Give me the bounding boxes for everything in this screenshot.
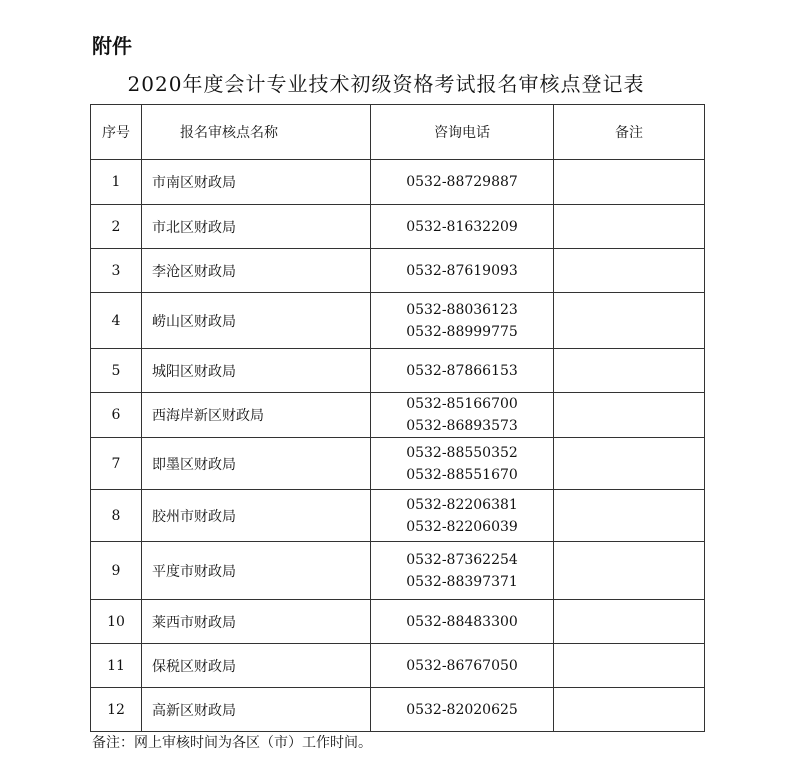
remark-cell bbox=[554, 293, 705, 349]
remark-cell bbox=[554, 688, 705, 732]
phone-number: 0532-85166700 bbox=[406, 396, 518, 412]
phone-cell bbox=[371, 438, 554, 490]
table-row bbox=[91, 160, 705, 205]
phone-number: 0532-82206039 bbox=[406, 518, 518, 535]
row-number: 7 bbox=[91, 438, 142, 490]
phone-number: 0532-87362254 bbox=[406, 551, 518, 568]
table-row bbox=[91, 688, 705, 732]
footnote: 备注：网上审核时间为各区（市）工作时间。 bbox=[92, 735, 372, 751]
table-row bbox=[91, 205, 705, 249]
phone-number: 0532-81632209 bbox=[406, 218, 518, 235]
remark-cell bbox=[554, 349, 705, 393]
row-number: 11 bbox=[91, 644, 142, 688]
phone-number: 0532-88397371 bbox=[406, 573, 518, 590]
row-number: 8 bbox=[91, 490, 142, 542]
remark-cell bbox=[554, 490, 705, 542]
remark-cell bbox=[554, 644, 705, 688]
registration-table bbox=[90, 104, 705, 732]
office-name: 市北区财政局 bbox=[142, 205, 371, 249]
office-name: 城阳区财政局 bbox=[142, 349, 371, 393]
row-number: 9 bbox=[91, 542, 142, 600]
table-row bbox=[91, 490, 705, 542]
phone-cell bbox=[371, 600, 554, 644]
column-header-no: 序号 bbox=[91, 105, 142, 160]
phone-cell bbox=[371, 205, 554, 249]
column-header-phone: 咨询电话 bbox=[371, 105, 554, 160]
office-name: 胶州市财政局 bbox=[142, 490, 371, 542]
phone-number: 0532-87866153 bbox=[406, 362, 518, 379]
office-name: 莱西市财政局 bbox=[142, 600, 371, 644]
column-header-name: 报名审核点名称 bbox=[142, 105, 371, 160]
phone-number: 0532-86893573 bbox=[406, 418, 518, 434]
phone-cell bbox=[371, 688, 554, 732]
row-number: 10 bbox=[91, 600, 142, 644]
phone-cell bbox=[371, 293, 554, 349]
table-row bbox=[91, 293, 705, 349]
row-number: 6 bbox=[91, 393, 142, 438]
office-name: 崂山区财政局 bbox=[142, 293, 371, 349]
phone-cell bbox=[371, 490, 554, 542]
phone-cell bbox=[371, 644, 554, 688]
table-header-row bbox=[91, 105, 705, 160]
phone-number: 0532-82206381 bbox=[406, 496, 518, 513]
row-number: 12 bbox=[91, 688, 142, 732]
phone-number: 0532-86767050 bbox=[406, 657, 518, 674]
row-number: 4 bbox=[91, 293, 142, 349]
table-row bbox=[91, 349, 705, 393]
phone-cell bbox=[371, 249, 554, 293]
table-row bbox=[91, 644, 705, 688]
row-number: 1 bbox=[91, 160, 142, 205]
phone-number: 0532-88483300 bbox=[406, 613, 518, 630]
office-name: 平度市财政局 bbox=[142, 542, 371, 600]
office-name: 高新区财政局 bbox=[142, 688, 371, 732]
attachment-label: 附件 bbox=[92, 34, 132, 58]
remark-cell bbox=[554, 600, 705, 644]
column-header-remark: 备注 bbox=[554, 105, 705, 160]
table-body bbox=[91, 160, 705, 732]
phone-number: 0532-88729887 bbox=[406, 174, 518, 190]
phone-cell bbox=[371, 393, 554, 438]
phone-cell bbox=[371, 160, 554, 205]
remark-cell bbox=[554, 205, 705, 249]
phone-number: 0532-88551670 bbox=[406, 466, 518, 483]
remark-cell bbox=[554, 438, 705, 490]
office-name: 西海岸新区财政局 bbox=[142, 393, 371, 438]
remark-cell bbox=[554, 249, 705, 293]
phone-number: 0532-87619093 bbox=[406, 262, 518, 279]
remark-cell bbox=[554, 393, 705, 438]
remark-cell bbox=[554, 160, 705, 205]
row-number: 5 bbox=[91, 349, 142, 393]
table-row bbox=[91, 249, 705, 293]
office-name: 即墨区财政局 bbox=[142, 438, 371, 490]
remark-cell bbox=[554, 542, 705, 600]
table-row bbox=[91, 393, 705, 438]
table-row bbox=[91, 600, 705, 644]
page-title: 2020年度会计专业技术初级资格考试报名审核点登记表 bbox=[127, 72, 645, 96]
phone-number: 0532-88999775 bbox=[406, 323, 518, 340]
office-name: 市南区财政局 bbox=[142, 160, 371, 205]
phone-number: 0532-88036123 bbox=[406, 301, 518, 318]
table-row bbox=[91, 542, 705, 600]
row-number: 3 bbox=[91, 249, 142, 293]
office-name: 李沧区财政局 bbox=[142, 249, 371, 293]
phone-number: 0532-88550352 bbox=[406, 444, 518, 461]
table-row bbox=[91, 438, 705, 490]
office-name: 保税区财政局 bbox=[142, 644, 371, 688]
phone-cell bbox=[371, 542, 554, 600]
phone-cell bbox=[371, 349, 554, 393]
phone-number: 0532-82020625 bbox=[406, 701, 518, 718]
row-number: 2 bbox=[91, 205, 142, 249]
